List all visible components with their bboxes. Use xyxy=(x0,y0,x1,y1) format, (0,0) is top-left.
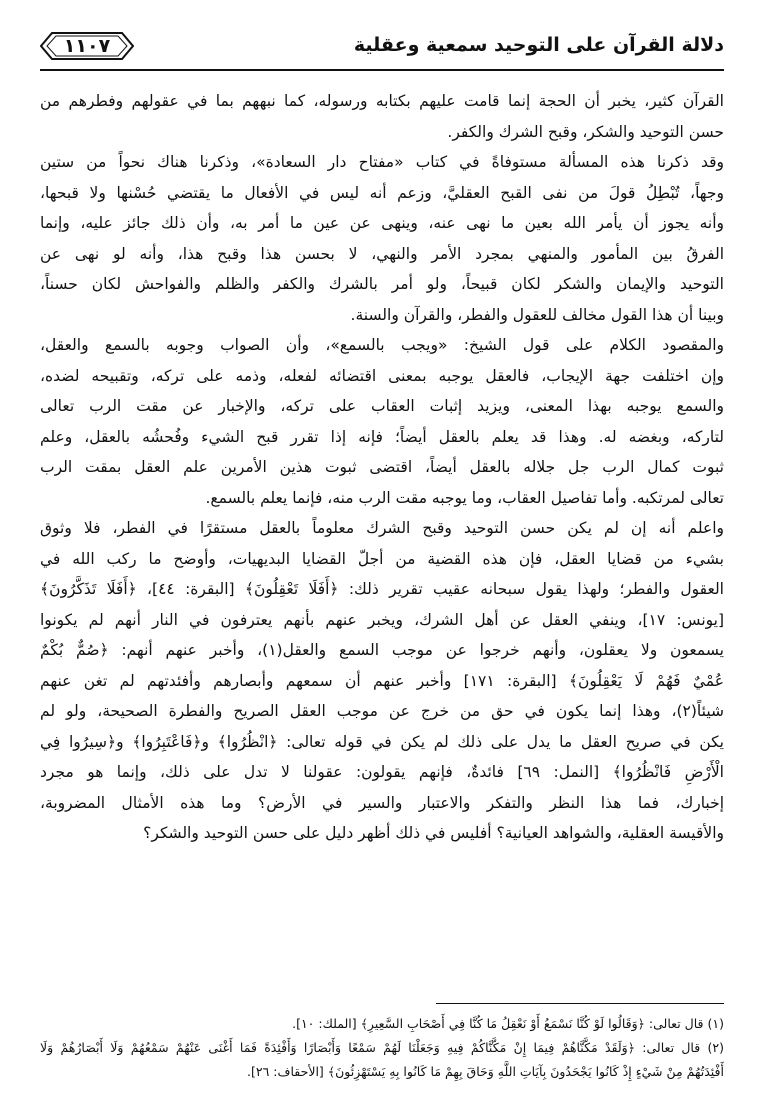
main-text xyxy=(40,86,724,849)
text-line: تعالى لمرتكبه. وأما تفاصيل العقاب، وما يوجبه مقت الرب منه، فإنما يعلم بالسمع. xyxy=(205,488,724,507)
text-line: يكن في صريح العقل ما يدل على ذلك لم يكن في قوله تعالى: ﴿انْظُرُوا﴾ و﴿فَاعْتَبِرُوا﴾ و﴿سِيرُوا فِي xyxy=(40,732,724,751)
text-line: يسمعون ولا يعقلون، وأنهم خرجوا عن موجب السمع والعقل(١)، وأخبر عنهم أنهم: ﴿صُمٌّ بُكْمٌ xyxy=(40,641,724,659)
text-line: ثبوت كمال الرب جل جلاله بالعقل أيضاً، اقتضى ثبوت هذين الأمرين علم العقل بمقت الرب xyxy=(40,458,724,476)
text-line: التوحيد والإيمان والشكر لكان قبيحاً، ولو أمر بالشرك والكفر والظلم والفواحش لكان حسناً، xyxy=(40,275,724,293)
text-line: العقول والفطر؛ ولهذا يقول سبحانه عقيب تقرير ذلك: ﴿أَفَلَا تَعْقِلُونَ﴾ [البقرة: ٤٤]، ﴿أَفَلَا تَذَكَّرُونَ﴾ xyxy=(40,580,724,598)
text-line: عُمْيٌ فَهُمْ لَا يَعْقِلُونَ﴾ [البقرة: ١٧١] وأخبر عنهم أن سمعهم وأبصارهم وأفئدتهم لم تغن عنهم xyxy=(40,671,724,690)
page-number-frame xyxy=(40,32,134,60)
footnote-2-continued: أَفْئِدَتُهُمْ مِنْ شَيْءٍ إِذْ كَانُوا يَجْحَدُونَ بِآيَاتِ اللَّهِ وَحَاقَ بِهِمْ مَا كَانُوا بِهِ يَسْتَهْزِئُونَ﴾ [الأحقاف: ٢٦]. xyxy=(247,1064,724,1079)
text-line: بشيء من قضايا العقل، فإن هذه القضية من أجلّ القضايا البديهيات، وأوضح ما ركب الله في xyxy=(40,549,724,568)
page-header xyxy=(40,28,724,70)
footnote-1: (١) قال تعالى: ﴿وَقَالُوا لَوْ كُنَّا نَسْمَعُ أَوْ نَعْقِلُ مَا كُنَّا فِي أَصْحَابِ السَّعِيرِ﴾ [الملك: ١٠]. xyxy=(292,1016,724,1031)
footnote-separator xyxy=(436,1003,724,1004)
text-line: الْأَرْضِ فَانْظُرُوا﴾ [النمل: ٦٩] فائدةٌ، فإنهم يقولون: عقولنا لا تدل على ذلك، وإنما هو مجرد xyxy=(40,763,724,781)
text-line: والأقيسة العقلية، والشواهد العيانية؟ أفليس في ذلك أظهر دليل على حسن التوحيد والشكر؟ xyxy=(143,824,724,842)
text-line: وأنه يجوز أن يأمر الله بعين ما نهى عنه، وينهى عن عين ما أمر به، وأن ذلك جائز عليه، وإنما xyxy=(40,214,724,232)
page-number: ١١٠٧ xyxy=(63,35,111,57)
footnotes xyxy=(40,1012,724,1084)
text-line: [يونس: ١٧]، وينفي العقل عن أهل الشرك، ويخبر عنهم بأنهم يعترفون في النار أنهم لم يكونوا xyxy=(40,610,724,629)
text-line: وجهاً، تُبْطِلُ قولَ من نفى القبح العقليَّ، وزعم أنه ليس في الأفعال ما يقتضي حُسْنها ولا قبحها، xyxy=(40,183,724,202)
header-rule xyxy=(40,69,724,71)
text-line: والسمع يوجبه بهذا المعنى، ويزيد إثبات العقاب على تركه، والإخبار عن مقت الرب تعالى xyxy=(40,397,724,415)
text-line: إخبارك، فما هذا النظر والتفكر والاعتبار والسير في الأرض؟ وما هذه الأمثال المضروبة، xyxy=(40,793,724,812)
text-line: واعلم أنه إن لم يكن حسن التوحيد وقبح الشرك معلوماً بالعقل مستقرًا في الفطر، فلا وثوق xyxy=(40,519,724,537)
text-line: وبينا أن هذا القول مخالف للعقول والفطر، والقرآن والسنة. xyxy=(350,305,724,324)
text-line: شيئاً(٢)، وهذا إنما يكون في حق من خرج عن موجب العقل الصريح والفطرة الصحيحة، ولو لم xyxy=(40,702,724,720)
text-line: وإن اختلفت جهة الإيجاب، فالعقل يوجبه بمعنى اقتضائه لفعله، وذمه على تركه، وتقبيحه لضده، xyxy=(40,366,724,385)
footnote-2: (٢) قال تعالى: ﴿وَلَقَدْ مَكَّنَّاهُمْ فِيمَا إِنْ مَكَّنَّاكُمْ فِيهِ وَجَعَلْنَا لَهُمْ سَمْعًا وَأَبْصَارًا وَأَفْئِدَةً فَمَا أَغْنَى عَنْهُمْ سَمْعُهُمْ وَلَا أَبْصَارُهُمْ وَلَا xyxy=(40,1040,724,1055)
text-line: حسن التوحيد والشكر، وقبح الشرك والكفر. xyxy=(447,122,724,141)
text-line: والمقصود الكلام على قول الشيخ: «ويجب بالسمع»، وأن الصواب وجوبه بالسمع والعقل، xyxy=(40,336,724,354)
running-title: دلالة القرآن على التوحيد سمعية وعقلية xyxy=(353,34,724,56)
text-line: الفرقُ بين المأمور والمنهي بمجرد الأمر والنهي، لا بحسن هذا وقبح هذا، وأنه لو نهى عن xyxy=(40,244,724,263)
text-line: لتاركه، وبغضه له. وهذا قد يعلم بالعقل أيضاً؛ فإنه إذا تقرر قبح الشيء وفُحشُه بالعقل، وعلم xyxy=(40,427,724,446)
text-line: وقد ذكرنا هذه المسألة مستوفاةً في كتاب «مفتاح دار السعادة»، وذكرنا هناك نحواً من ستين xyxy=(40,153,724,171)
text-line: القرآن كثير، يخبر أن الحجة إنما قامت عليهم بكتابه ورسوله، كما نبههم بما في عقولهم وفطرهم من xyxy=(40,92,724,110)
